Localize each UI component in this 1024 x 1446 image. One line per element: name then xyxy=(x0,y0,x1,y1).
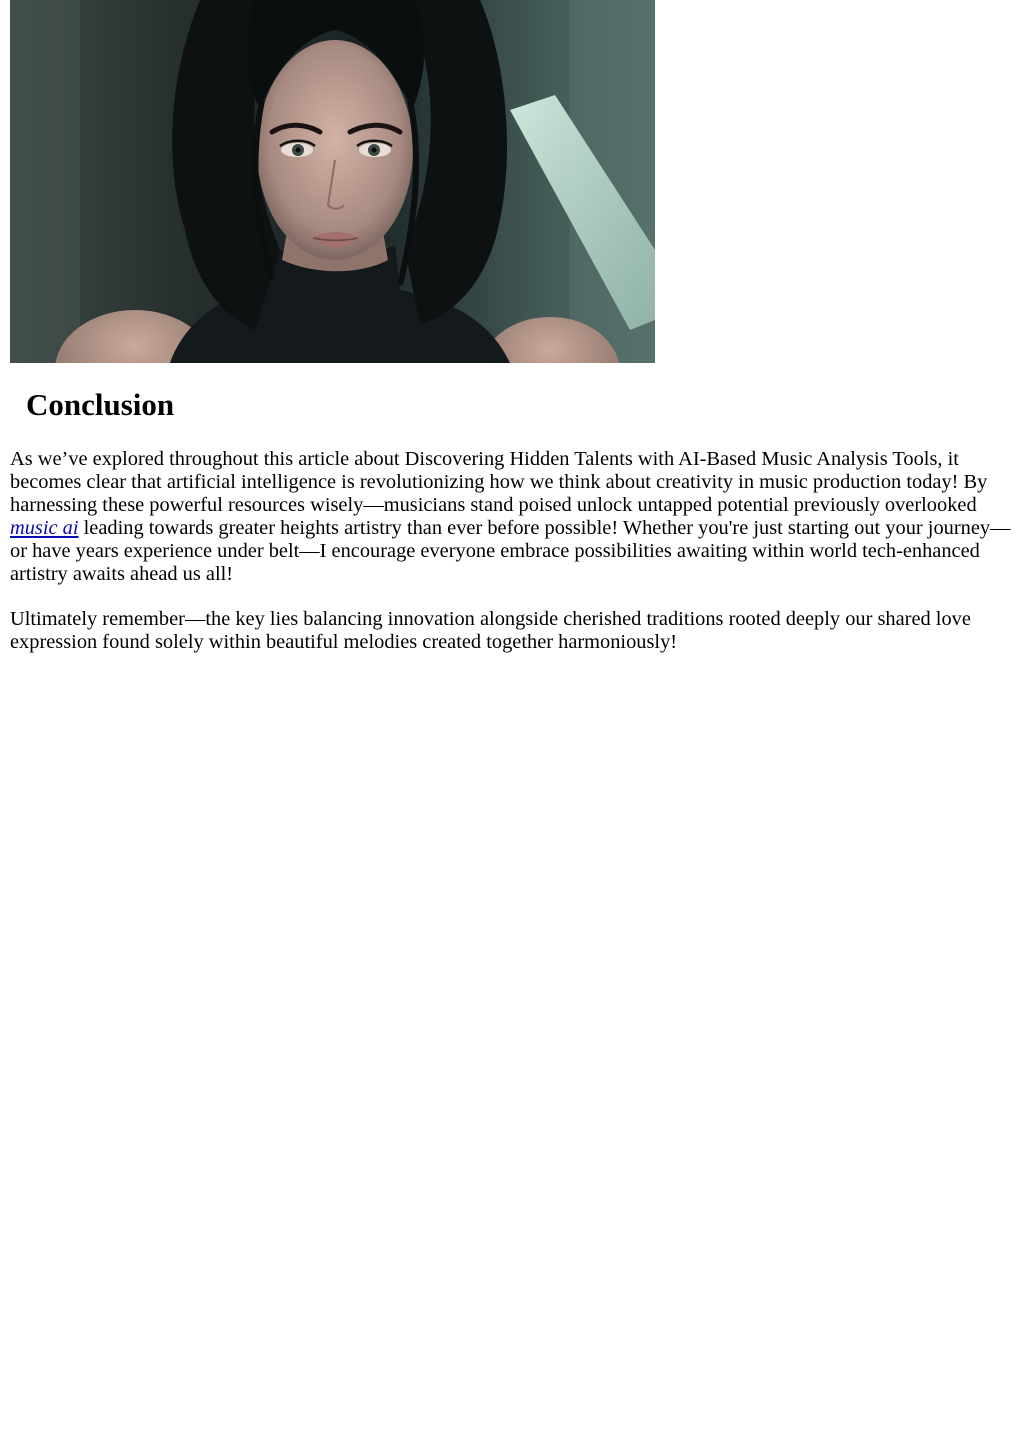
portrait-photo xyxy=(10,0,655,363)
music-ai-link[interactable]: music ai xyxy=(10,517,79,540)
conclusion-paragraph-1 xyxy=(10,448,1020,587)
section-heading: Conclusion xyxy=(26,387,175,422)
hero-image xyxy=(10,0,655,363)
paragraph-text-before-link: As we’ve explored throughout this article about Discovering Hidden Talents with AI-Based Music Analysis Tools, it becomes clear that artificial intelligence is revolutionizing how we think about creativity in music production today! By harnessing these powerful resources wisely—musicians stand poised unlock untapped potential previously overlooked xyxy=(10,448,988,517)
conclusion-paragraph-2: Ultimately remember—the key lies balancing innovation alongside cherished traditions rooted deeply our shared love expression found solely within beautiful melodies created together harmoniously! xyxy=(10,608,971,654)
paragraph-text-after-link: leading towards greater heights artistry than ever before possible! Whether you're just starting out your journey—or have years experience under belt—I encourage everyone embrace possibilities awaiting within world tech-enhanced artistry awaits ahead us all! xyxy=(10,517,1011,586)
